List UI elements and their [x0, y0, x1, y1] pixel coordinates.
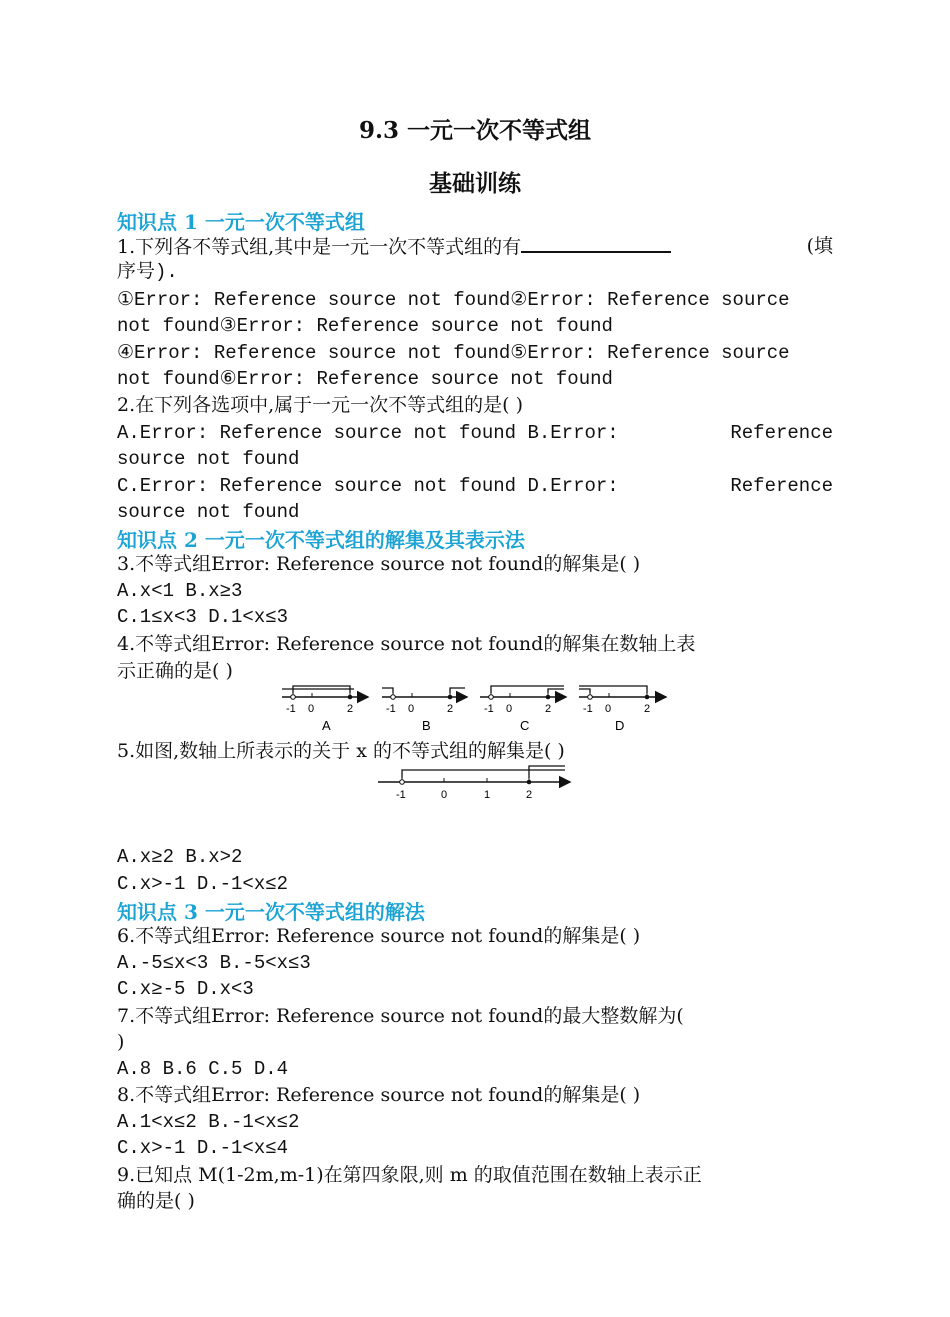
question-8-options: C.x>-1 D.-1<x≤4	[117, 1137, 289, 1159]
question-2-options-ab: A.Error: Reference source not found B.Error:	[117, 422, 619, 444]
question-2-options-cd-end: Reference	[730, 475, 833, 497]
question-1-option-row: not found⑥Error: Reference source not found	[117, 368, 613, 390]
page-subtitle: 基础训练	[429, 170, 521, 197]
section-heading-1: 知识点 1 一元一次不等式组	[117, 210, 365, 234]
question-6-options: C.x≥-5 D.x<3	[117, 978, 254, 1000]
question-6-options: A.-5≤x<3 B.-5<x≤3	[117, 952, 311, 974]
figure-label-a: A	[322, 718, 331, 733]
question-4-number-line-figures	[270, 680, 680, 736]
tick-label: 1	[484, 789, 491, 801]
question-3-options: C.1≤x<3 D.1<x≤3	[117, 606, 289, 628]
tick-label: 0	[506, 703, 513, 715]
question-5-options: C.x>-1 D.-1<x≤2	[117, 873, 289, 895]
tick-label: 2	[526, 789, 533, 801]
tick-label: 2	[644, 703, 651, 715]
figure-label-d: D	[615, 718, 625, 733]
section-heading-2: 知识点 2 一元一次不等式组的解集及其表示法	[117, 528, 525, 552]
figure-label-c: C	[520, 718, 530, 733]
tick-label: -1	[396, 789, 406, 801]
question-2-option-row: source not found	[117, 501, 300, 523]
question-4-stem: 4.不等式组Error: Reference source not found的解集在数轴上表	[117, 633, 696, 655]
tick-label: 0	[308, 703, 315, 715]
question-1-option-row: ④Error: Reference source not found⑤Error: Reference source	[117, 342, 790, 364]
question-4-stem: 示正确的是( )	[117, 660, 233, 682]
question-2-option-row: source not found	[117, 448, 300, 470]
tick-label: 0	[441, 789, 448, 801]
question-2-option-row	[117, 473, 833, 499]
question-1-option-row: ①Error: Reference source not found②Error: Reference source	[117, 289, 790, 311]
question-8-stem: 8.不等式组Error: Reference source not found的解集是( )	[117, 1084, 641, 1106]
number-line-option-a	[282, 686, 368, 733]
question-2-stem: 2.在下列各选项中,属于一元一次不等式组的是( )	[117, 394, 524, 416]
question-1-tail: (填	[806, 235, 833, 257]
number-line-option-d	[579, 686, 666, 733]
question-1-option-row: not found③Error: Reference source not found	[117, 315, 613, 337]
section-heading-3: 知识点 3 一元一次不等式组的解法	[117, 900, 425, 924]
question-1-stem	[117, 233, 833, 260]
number-line-option-c	[480, 686, 566, 733]
question-7-stem: 7.不等式组Error: Reference source not found的最大整数解为(	[117, 1005, 684, 1027]
question-9-stem: 确的是( )	[117, 1190, 195, 1212]
tick-label: 2	[347, 703, 354, 715]
question-3-stem: 3.不等式组Error: Reference source not found的解集是( )	[117, 553, 641, 575]
tick-label: 2	[545, 703, 552, 715]
question-2-options-ab-end: Reference	[730, 422, 833, 444]
question-5-stem: 5.如图,数轴上所表示的关于 x 的不等式组的解集是( )	[117, 740, 565, 762]
question-5-number-line	[370, 760, 585, 802]
question-3-options: A.x<1 B.x≥3	[117, 580, 243, 602]
question-2-options-cd: C.Error: Reference source not found D.Error:	[117, 475, 619, 497]
answer-blank	[521, 233, 671, 253]
question-1-tail-cont: 序号).	[117, 261, 178, 283]
question-7-options: A.8 B.6 C.5 D.4	[117, 1058, 289, 1080]
question-1-text: 1.下列各不等式组,其中是一元一次不等式组的有	[117, 236, 522, 258]
page-title: 9.3 一元一次不等式组	[358, 117, 592, 144]
question-9-stem: 9.已知点 M(1-2m,m-1)在第四象限,则 m 的取值范围在数轴上表示正	[117, 1164, 702, 1186]
tick-label: 0	[408, 703, 415, 715]
tick-label: -1	[484, 703, 494, 715]
tick-label: -1	[286, 703, 296, 715]
question-7-stem: )	[117, 1031, 125, 1053]
question-8-options: A.1<x≤2 B.-1<x≤2	[117, 1111, 300, 1133]
number-line-option-b	[382, 688, 467, 733]
tick-label: 0	[605, 703, 612, 715]
tick-label: 2	[447, 703, 454, 715]
question-2-option-row	[117, 420, 833, 446]
figure-label-b: B	[422, 718, 431, 733]
tick-label: -1	[386, 703, 396, 715]
tick-label: -1	[583, 703, 593, 715]
question-5-options: A.x≥2 B.x>2	[117, 846, 243, 868]
question-6-stem: 6.不等式组Error: Reference source not found的解集是( )	[117, 925, 641, 947]
